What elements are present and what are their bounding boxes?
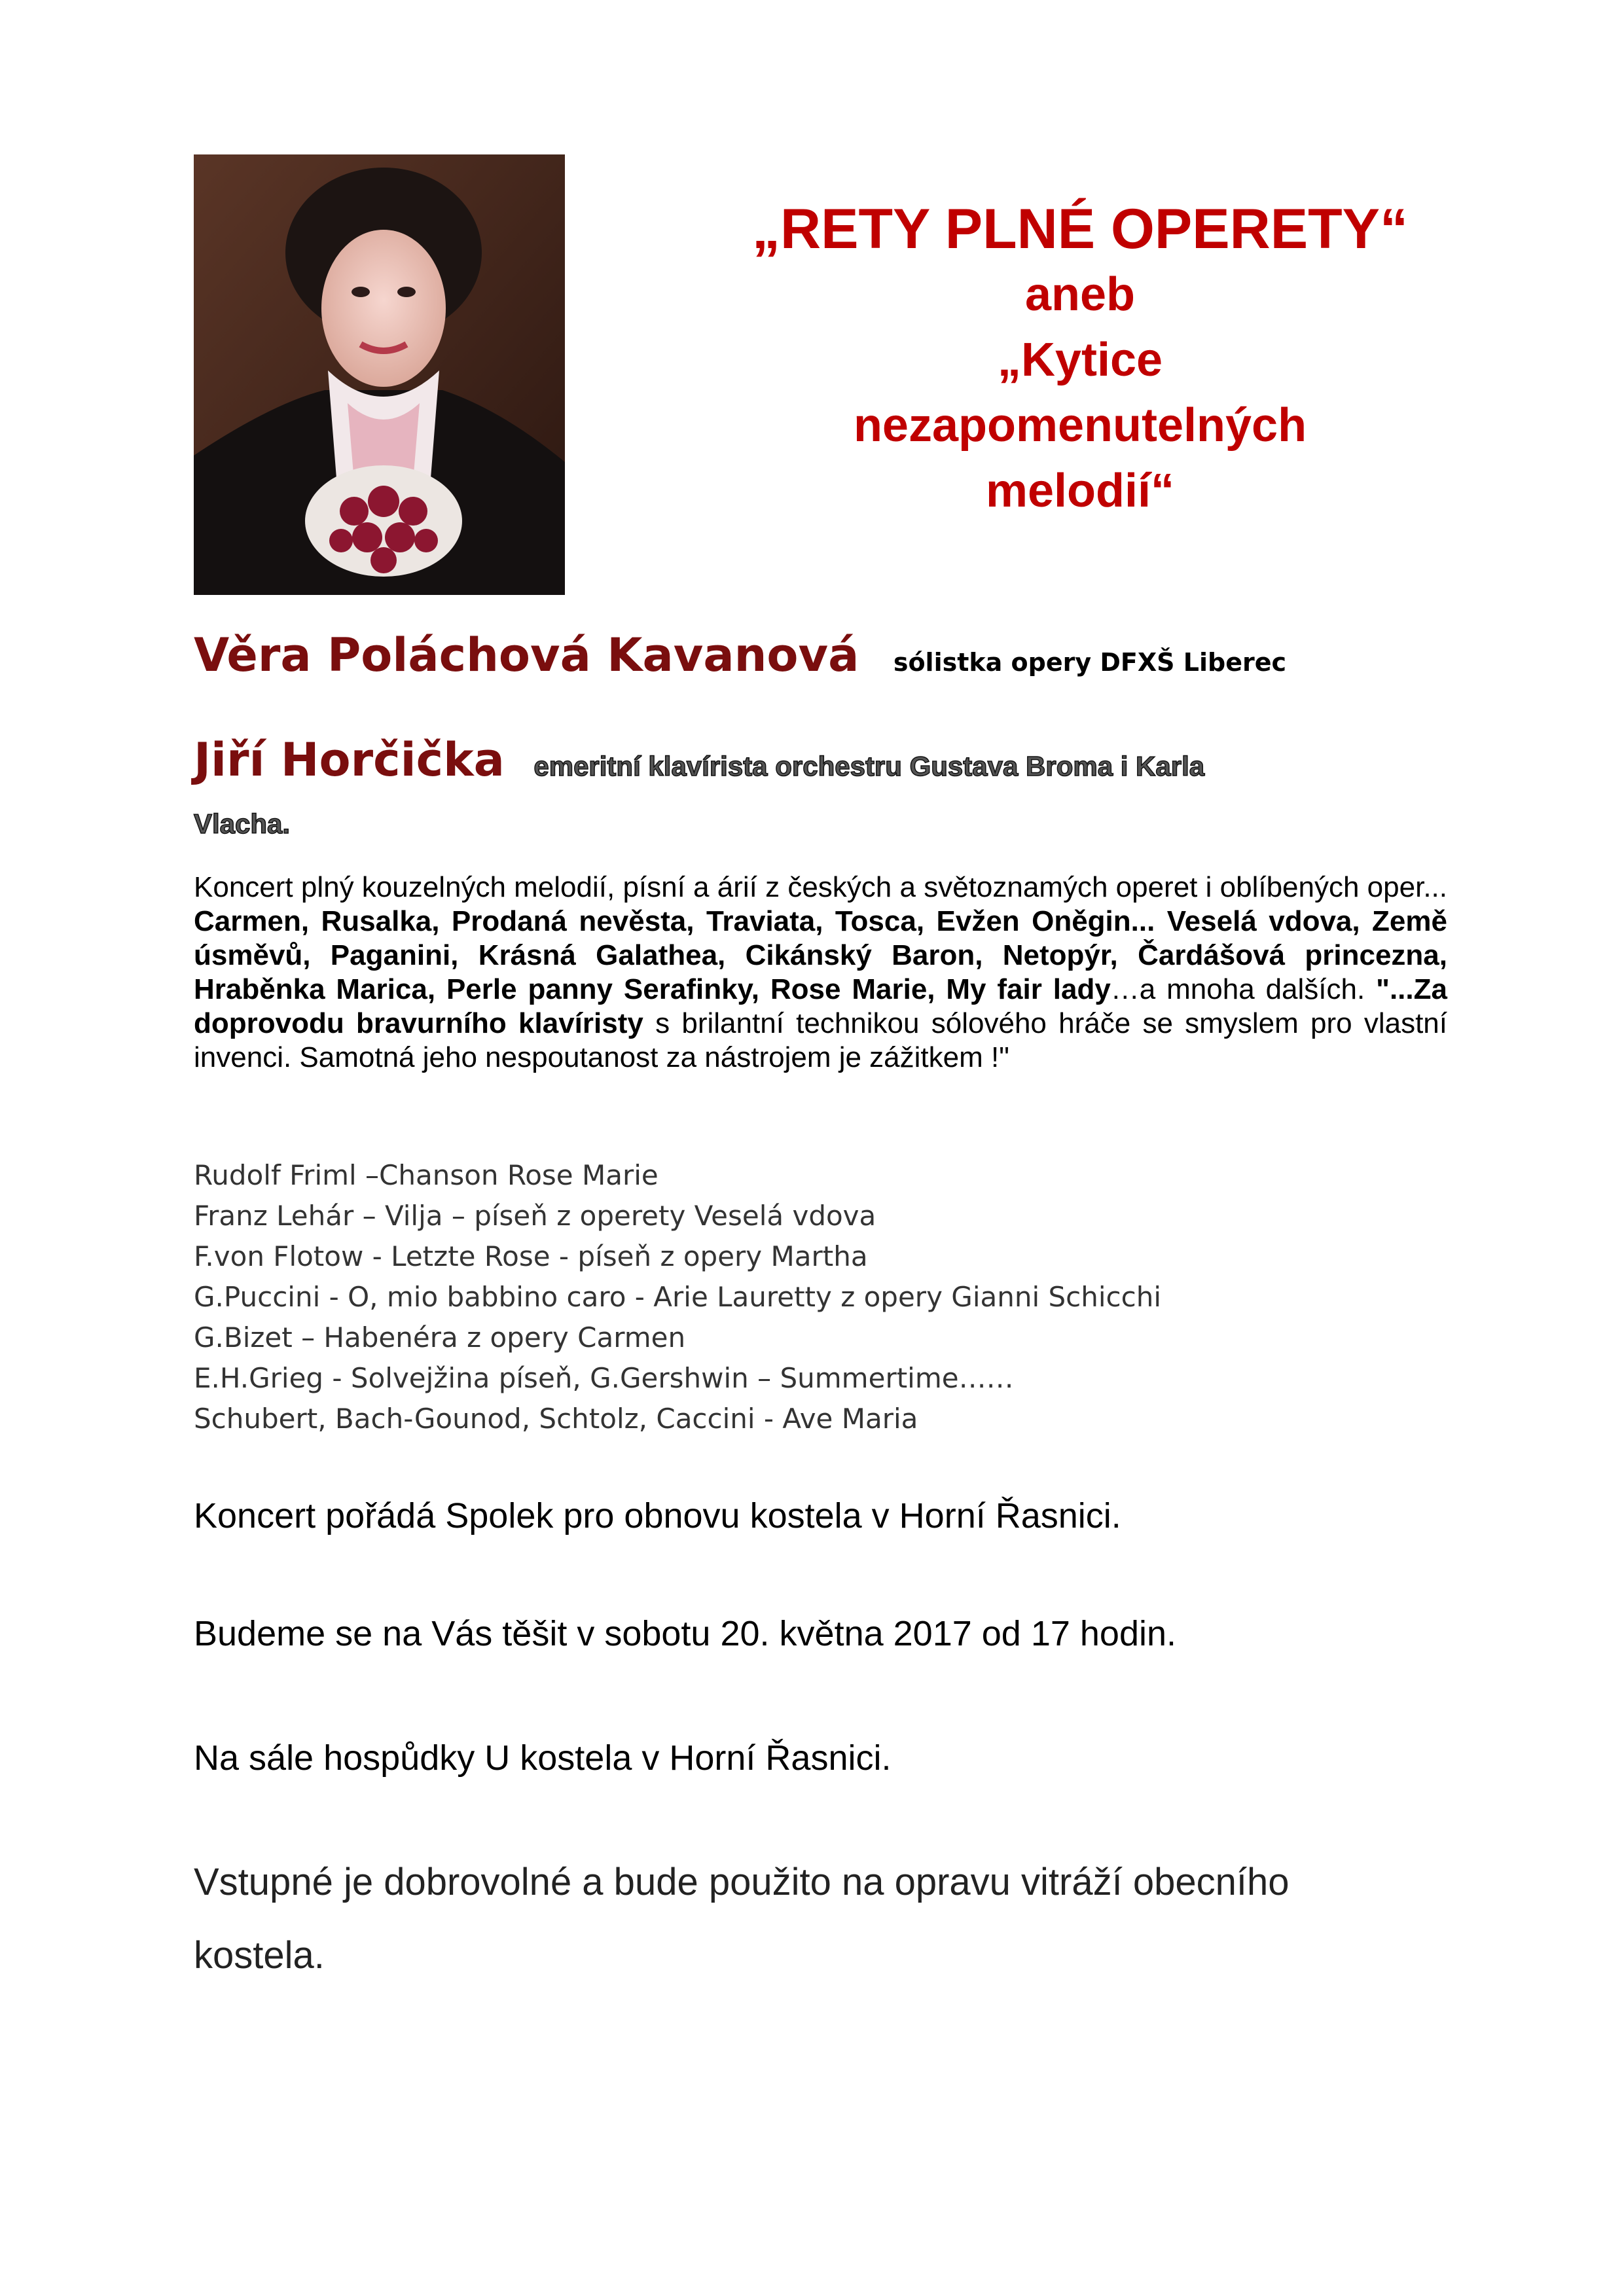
performer-2-role: emeritní klavírista orchestru Gustava Broma i Karla: [533, 751, 1205, 781]
concert-title: [655, 196, 1506, 524]
description-more: …a mnoha dalších.: [1110, 973, 1377, 1005]
performer-1-role: sólistka opery DFXŠ Liberec: [893, 648, 1286, 677]
title-line-4: nezapomenutelných: [853, 399, 1307, 452]
concert-description: [194, 870, 1447, 1075]
song-item: E.H.Grieg - Solvejžina píseň, G.Gershwin – Summertime……: [194, 1362, 1014, 1394]
song-item: Franz Lehár – Vilja – píseň z operety Veselá vdova: [194, 1200, 876, 1232]
song-item: Rudolf Friml –Chanson Rose Marie: [194, 1159, 659, 1191]
song-item: G.Bizet – Habenéra z opery Carmen: [194, 1321, 686, 1354]
description-intro: Koncert plný kouzelných melodií, písní a árií z českých a světoznamých operet i oblíbených oper...: [194, 871, 1447, 903]
organizer-text: Koncert pořádá Spolek pro obnovu kostela v Horní Řasnici.: [194, 1496, 1121, 1535]
date-text: Budeme se na Vás těšit v sobotu 20. května 2017 od 17 hodin.: [194, 1614, 1177, 1653]
song-item: G.Puccini - O, mio babbino caro - Arie Lauretty z opery Gianni Schicchi: [194, 1281, 1161, 1313]
entry-fee-text: Vstupné je dobrovolné a bude použito na opravu vitráží obecního kostela.: [194, 1861, 1290, 1977]
song-item: Schubert, Bach-Gounod, Schtolz, Caccini - Ave Maria: [194, 1403, 918, 1435]
song-list: [194, 1155, 1437, 1439]
title-line-3: „Kytice: [997, 334, 1163, 386]
description-quote-rest: s brilantní technikou sólového hráče se smyslem pro vlastní invenci. Samotná jeho nespoutanost za nástrojem je zážitkem !": [194, 1007, 1447, 1073]
performer-1: [194, 628, 1286, 682]
singer-photo: [194, 154, 565, 595]
performer-1-name: Věra Poláchová Kavanová: [194, 628, 859, 682]
song-item: F.von Flotow - Letzte Rose - píseň z opery Martha: [194, 1240, 868, 1272]
venue-text: Na sále hospůdky U kostela v Horní Řasnici.: [194, 1738, 892, 1778]
description-quote-bold: "...Za doprovodu bravurního klavíristy: [194, 973, 1447, 1039]
title-line-5: melodií“: [985, 465, 1175, 517]
performer-2-name: Jiří Horčička: [194, 733, 505, 787]
description-titles: Carmen, Rusalka, Prodaná nevěsta, Traviata, Tosca, Evžen Oněgin... Veselá vdova, Země úsměvů, Paganini, Krásná Galathea, Cikánský Baron, Netopýr, Čardášová princezna, Hraběnka Marica, Perle panny Serafinky, Rose Marie, My fair lady: [194, 905, 1447, 1005]
performer-2: [194, 733, 1204, 787]
title-line-1: „RETY PLNÉ OPERETY“: [752, 198, 1408, 260]
title-line-2: aneb: [1024, 268, 1136, 321]
performer-2-role-continued: Vlacha.: [194, 808, 291, 839]
